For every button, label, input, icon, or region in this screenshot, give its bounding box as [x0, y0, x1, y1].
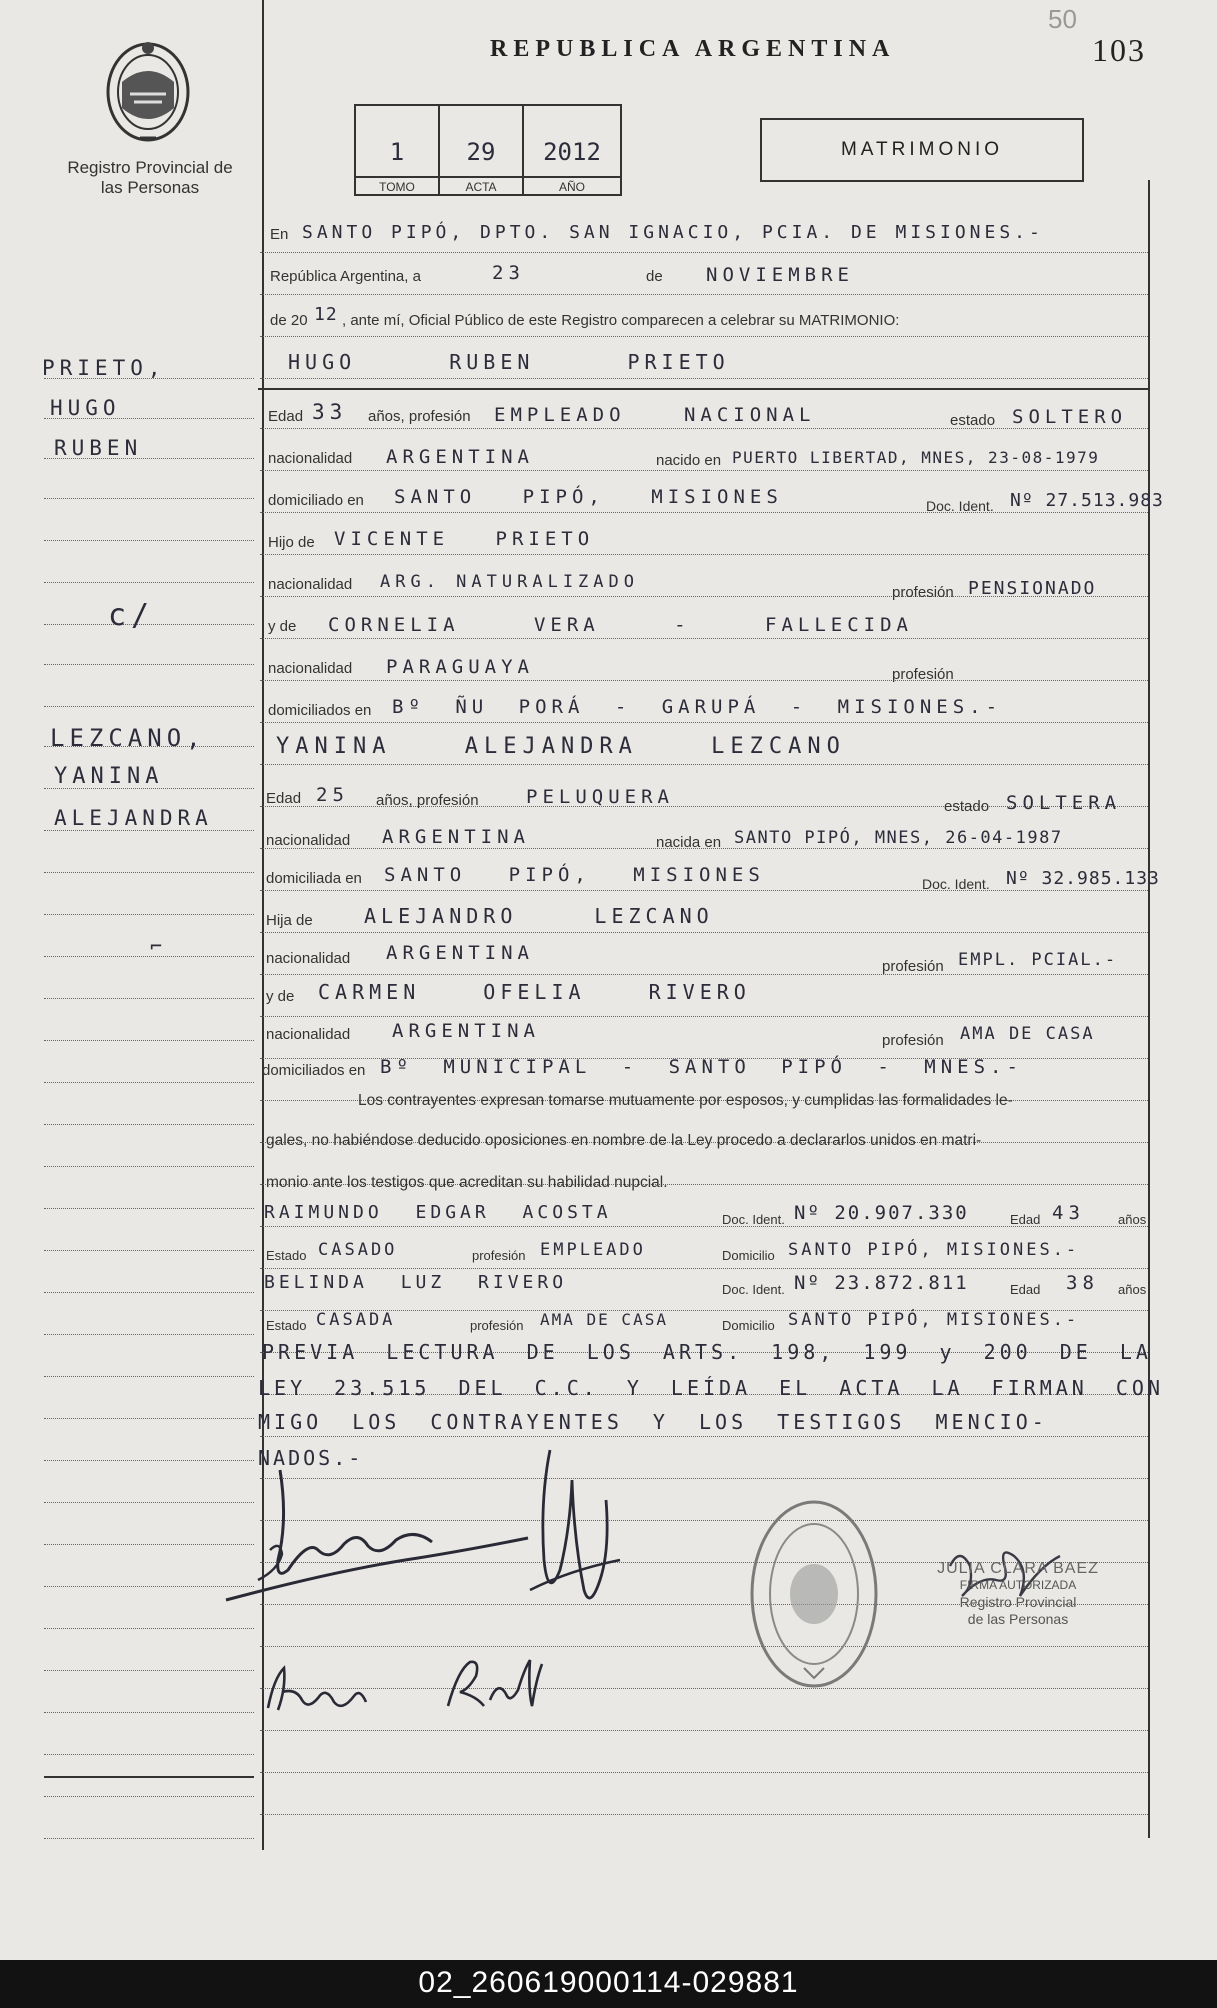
anos-profesion-label: años, profesión	[368, 408, 471, 425]
margin-groom-surname: PRIETO,	[42, 356, 166, 380]
bride-birth: SANTO PIPÓ, MNES, 26-04-1987	[734, 828, 1063, 848]
record-type-box: MATRIMONIO	[760, 118, 1084, 182]
acta-value: 29	[466, 138, 496, 166]
witness2-name: BELINDA LUZ RIVERO	[264, 1272, 568, 1293]
groom-father-nationality: ARG. NATURALIZADO	[380, 572, 639, 592]
declaration-line-1: Los contrayentes expresan tomarse mutuamente por esposos, y cumplidas las formalidades le-	[358, 1092, 1013, 1109]
edad-label: Edad	[268, 408, 304, 425]
anio-label: AÑO	[524, 176, 620, 196]
domiciliado-label: domiciliado en	[268, 492, 364, 509]
witness2-signature	[440, 1650, 550, 1712]
margin-groom-name1: HUGO	[50, 396, 121, 420]
nacionalidad-label: nacionalidad	[268, 450, 353, 467]
witness2-doc-label: Doc. Ident.	[722, 1282, 785, 1297]
de-label: de	[646, 268, 663, 285]
witness1-address: SANTO PIPÓ, MISIONES.-	[788, 1240, 1080, 1260]
father-nacionalidad-label: nacionalidad	[268, 576, 353, 593]
witness1-profesion-label: profesión	[472, 1248, 526, 1263]
marriage-month: NOVIEMBRE	[706, 264, 854, 286]
anio-value: 2012	[543, 138, 601, 166]
bride-mother-profesion-label: profesión	[882, 1032, 944, 1049]
closing-note-line-3: MIGO LOS CONTRAYENTES Y LOS TESTIGOS MENCIO-	[258, 1410, 1048, 1434]
bride-father: ALEJANDRO LEZCANO	[364, 904, 714, 928]
closing-note-line-4: NADOS.-	[258, 1446, 364, 1470]
bride-nationality: ARGENTINA	[382, 826, 530, 848]
bride-parents-address: Bº MUNICIPAL - SANTO PIPÓ - MNES.-	[380, 1056, 1023, 1078]
province-crest-icon	[100, 34, 196, 146]
year-prefix-label: de 20	[270, 312, 308, 329]
bride-fullname: YANINA ALEJANDRA LEZCANO	[276, 734, 846, 759]
witness1-age: 43	[1052, 1202, 1085, 1224]
witness1-anos-label: años	[1118, 1212, 1147, 1227]
groom-profession: EMPLEADO NACIONAL	[494, 404, 816, 426]
tomo-label: TOMO	[356, 176, 438, 196]
bride-anos-profesion-label: años, profesión	[376, 792, 479, 809]
official-title: FIRMA AUTORIZADA	[959, 1578, 1077, 1592]
bride-father-nationality: ARGENTINA	[386, 942, 534, 964]
witness1-domicilio-label: Domicilio	[722, 1248, 775, 1263]
witness1-estado-label: Estado	[266, 1248, 307, 1263]
witness2-profesion-label: profesión	[470, 1318, 524, 1333]
declaration-line-3: monio ante los testigos que acreditan su habilidad nupcial.	[266, 1174, 668, 1191]
marriage-year: 12	[314, 304, 338, 325]
groom-signature	[218, 1450, 538, 1610]
bride-y-de-label: y de	[266, 988, 295, 1005]
witness1-doc-label: Doc. Ident.	[722, 1212, 785, 1227]
marriage-place: SANTO PIPÓ, DPTO. SAN IGNACIO, PCIA. DE MISIONES.-	[302, 222, 1044, 243]
margin-connector: c/	[108, 598, 155, 633]
domiciliada-label: domiciliada en	[266, 870, 362, 887]
bride-age: 25	[316, 784, 349, 806]
marriage-day: 23	[492, 262, 525, 284]
groom-fullname: HUGO RUBEN PRIETO	[288, 350, 730, 374]
witness1-name: RAIMUNDO EDGAR ACOSTA	[264, 1202, 612, 1223]
mother-nacionalidad-label: nacionalidad	[268, 660, 353, 677]
witness1-status: CASADO	[318, 1240, 398, 1260]
bride-signature	[510, 1440, 630, 1640]
folio-number: 103	[1092, 32, 1146, 68]
groom-age: 33	[312, 400, 348, 424]
hijo-de-label: Hijo de	[268, 534, 315, 551]
bride-doc: Nº 32.985.133	[1006, 868, 1160, 889]
declaration-line-2: gales, no habiéndose deducido oposiciones en nombre de la Ley procedo a declararlos unidos en matri-	[266, 1132, 982, 1149]
official-name: JULIA CLARA BAEZ	[937, 1560, 1099, 1577]
bride-father-nacionalidad-label: nacionalidad	[266, 950, 351, 967]
body-heavy-line	[258, 388, 1148, 390]
domiciliados-label: domiciliados en	[268, 702, 372, 719]
witness2-address: SANTO PIPÓ, MISIONES.-	[788, 1310, 1080, 1330]
groom-address: SANTO PIPÓ, MISIONES	[394, 486, 783, 508]
appearance-text: , ante mí, Oficial Público de este Registro comparecen a celebrar su MATRIMONIO:	[342, 312, 900, 329]
nacida-en-label: nacida en	[656, 834, 722, 851]
margin-bride-surname: LEZCANO,	[50, 724, 206, 752]
acta-label: ACTA	[440, 176, 522, 196]
bride-doc-label: Doc. Ident.	[922, 876, 990, 892]
republic-date-label: República Argentina, a	[270, 268, 421, 285]
bride-domiciliados-label: domiciliados en	[262, 1062, 366, 1079]
margin-tick: ⌐	[150, 934, 168, 958]
witness2-status: CASADA	[316, 1310, 396, 1330]
closing-note-line-2: LEY 23.515 DEL C.C. Y LEÍDA EL ACTA LA FIRMAN CON	[258, 1376, 1165, 1400]
margin-groom-name2: RUBEN	[54, 436, 143, 460]
witness2-profession: AMA DE CASA	[540, 1310, 668, 1329]
doc-ident-label: Doc. Ident.	[926, 498, 994, 514]
official-org-line2: de las Personas	[967, 1611, 1069, 1627]
scan-footer	[0, 1960, 1217, 2008]
witness2-domicilio-label: Domicilio	[722, 1318, 775, 1333]
mother-profesion-label: profesión	[892, 666, 954, 683]
groom-parents-address: Bº ÑU PORÁ - GARUPÁ - MISIONES.-	[392, 696, 1003, 718]
groom-doc: Nº 27.513.983	[1010, 490, 1164, 511]
father-profesion-label: profesión	[892, 584, 954, 601]
bride-estado-label: estado	[944, 798, 990, 815]
right-border	[1148, 180, 1150, 1838]
official-signature-block	[918, 1560, 1118, 1628]
margin-bride-name1: YANINA	[54, 764, 164, 789]
file-code: 02_260619000114-029881	[418, 1966, 799, 1999]
witness1-signature	[262, 1658, 372, 1718]
bride-mother-nacionalidad-label: nacionalidad	[266, 1026, 351, 1043]
witness2-age: 38	[1066, 1272, 1099, 1294]
bride-edad-label: Edad	[266, 790, 302, 807]
witness1-profession: EMPLEADO	[540, 1240, 646, 1260]
tomo-value: 1	[389, 138, 405, 166]
groom-father-profession: PENSIONADO	[968, 578, 1097, 599]
bride-mother-profession: AMA DE CASA	[960, 1024, 1095, 1044]
registry-label: Registro Provincial de las Personas	[67, 158, 233, 197]
bride-status: SOLTERA	[1006, 792, 1122, 814]
witness2-anos-label: años	[1118, 1282, 1147, 1297]
witness1-doc: Nº 20.907.330	[794, 1202, 969, 1224]
bride-mother-nationality: ARGENTINA	[392, 1020, 540, 1042]
delegation-seal-icon	[748, 1498, 880, 1690]
pencil-mark: 50	[1048, 4, 1077, 34]
bride-profession: PELUQUERA	[526, 786, 674, 808]
margin-bride-name2: ALEJANDRA	[54, 806, 213, 830]
witness1-edad-label: Edad	[1010, 1212, 1041, 1227]
bride-mother: CARMEN OFELIA RIVERO	[318, 980, 751, 1004]
hija-de-label: Hija de	[266, 912, 313, 929]
y-de-label: y de	[268, 618, 297, 635]
groom-birth: PUERTO LIBERTAD, MNES, 23-08-1979	[732, 448, 1100, 467]
groom-status: SOLTERO	[1012, 406, 1128, 428]
witness2-doc: Nº 23.872.811	[794, 1272, 969, 1294]
bride-father-profession: EMPL. PCIAL.-	[958, 950, 1118, 970]
bride-father-profesion-label: profesión	[882, 958, 944, 975]
groom-mother: CORNELIA VERA - FALLECIDA	[328, 614, 913, 636]
tomo-acta-anio-box	[354, 104, 622, 196]
witness2-estado-label: Estado	[266, 1318, 307, 1333]
official-org-line1: Registro Provincial	[959, 1594, 1077, 1610]
nacido-en-label: nacido en	[656, 452, 722, 469]
closing-note-line-1: PREVIA LECTURA DE LOS ARTS. 198, 199 y 200 DE LA	[262, 1340, 1152, 1364]
bride-address: SANTO PIPÓ, MISIONES	[384, 864, 765, 886]
witness2-edad-label: Edad	[1010, 1282, 1041, 1297]
groom-mother-nationality: PARAGUAYA	[386, 656, 534, 678]
en-label: En	[270, 226, 289, 243]
margin-heavy-line	[44, 1776, 254, 1778]
groom-nationality: ARGENTINA	[386, 446, 534, 468]
estado-label: estado	[950, 412, 996, 429]
country-title: REPUBLICA ARGENTINA	[490, 36, 896, 62]
groom-father: VICENTE PRIETO	[334, 528, 595, 550]
bride-nacionalidad-label: nacionalidad	[266, 832, 351, 849]
